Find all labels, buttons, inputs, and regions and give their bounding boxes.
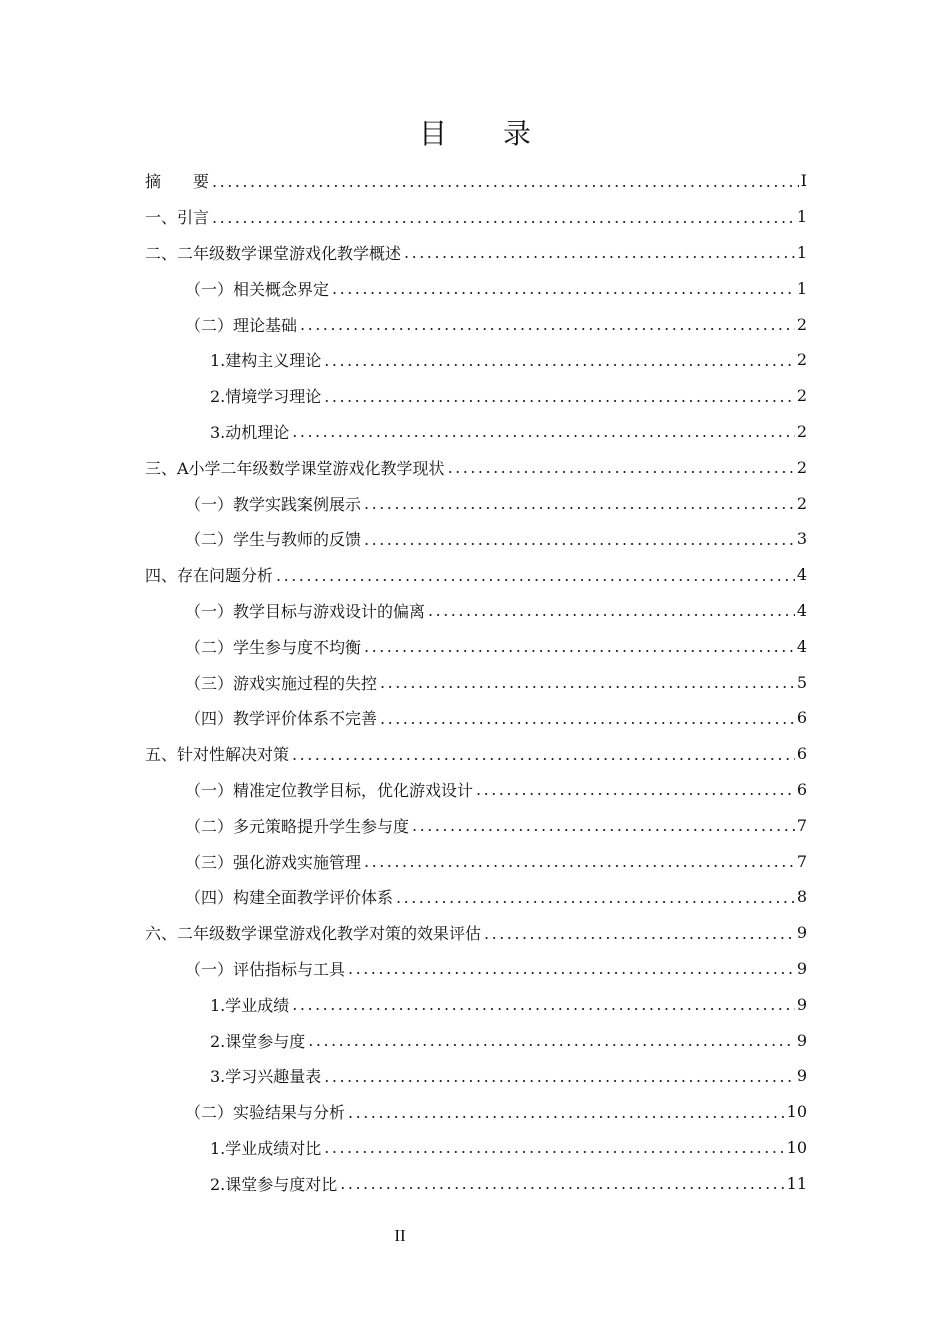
- toc-entry-label: （二）多元策略提升学生参与度: [185, 816, 410, 836]
- toc-entry[interactable]: [145, 342, 807, 378]
- toc-entry[interactable]: [145, 628, 807, 664]
- dot-leader: [332, 281, 795, 297]
- toc-entry-label: 五、针对性解决对策: [145, 745, 290, 765]
- toc-entry[interactable]: [145, 879, 807, 915]
- toc-entry-page-number: 1: [796, 278, 807, 298]
- toc-entry[interactable]: [145, 664, 807, 700]
- toc-entry-label: （一）教学实践案例展示: [185, 494, 362, 514]
- dot-leader: [212, 210, 795, 226]
- toc-title: 目 录: [418, 117, 531, 150]
- toc-entry[interactable]: [145, 270, 807, 306]
- toc-entry-label: 3.动机理论: [210, 422, 290, 442]
- dot-leader: [364, 496, 795, 512]
- toc-entry[interactable]: [145, 557, 807, 593]
- toc-entry-label: （三）游戏实施过程的失控: [185, 673, 378, 693]
- toc-entry-label: 二、二年级数学课堂游戏化教学概述: [145, 243, 402, 263]
- toc-entry-page-number: 4: [796, 600, 807, 620]
- toc-entry[interactable]: [145, 807, 807, 843]
- toc-entry[interactable]: [145, 1058, 807, 1094]
- toc-entry[interactable]: [145, 986, 807, 1022]
- dot-leader: [300, 317, 795, 333]
- toc-entry-page-number: 2: [796, 493, 807, 513]
- toc-entry[interactable]: [145, 843, 807, 879]
- dot-leader: [364, 854, 795, 870]
- toc-entry-page-number: 2: [796, 314, 807, 334]
- toc-entry-page-number: 5: [796, 672, 807, 692]
- dot-leader: [396, 890, 795, 906]
- toc-entry-page-number: 1: [796, 242, 807, 262]
- toc-entry-page-number: 7: [796, 851, 807, 871]
- toc-entry-page-number: 9: [796, 923, 807, 943]
- toc-entry[interactable]: [145, 951, 807, 987]
- table-of-contents: [145, 163, 807, 1201]
- toc-entry-label: 2.课堂参与度: [210, 1031, 306, 1051]
- dot-leader: [348, 961, 795, 977]
- toc-entry-page-number: 8: [796, 887, 807, 907]
- dot-leader: [324, 389, 795, 405]
- toc-entry-page-number: I: [800, 171, 807, 191]
- toc-entry-label: 2.课堂参与度对比: [210, 1174, 338, 1194]
- toc-entry[interactable]: [145, 378, 807, 414]
- dot-leader: [324, 353, 795, 369]
- dot-leader: [324, 1069, 795, 1085]
- toc-entry-page-number: 2: [796, 386, 807, 406]
- toc-entry[interactable]: [145, 163, 807, 199]
- dot-leader: [348, 1105, 785, 1121]
- toc-entry[interactable]: [145, 1165, 807, 1201]
- dot-leader: [292, 424, 795, 440]
- toc-entry[interactable]: [145, 1094, 807, 1130]
- toc-entry-label: 1.建构主义理论: [210, 351, 322, 371]
- toc-entry-label: 3.学习兴趣量表: [210, 1067, 322, 1087]
- toc-entry-label: 一、引言: [145, 208, 210, 228]
- dot-leader: [276, 568, 795, 584]
- dot-leader: [476, 782, 795, 798]
- toc-entry-page-number: 10: [786, 1102, 807, 1122]
- toc-entry-label: （一）相关概念界定: [185, 279, 330, 299]
- toc-entry-page-number: 2: [796, 421, 807, 441]
- toc-entry-label: （二）实验结果与分析: [185, 1103, 346, 1123]
- dot-leader: [404, 245, 795, 261]
- dot-leader: [292, 997, 795, 1013]
- toc-entry-label: 2.情境学习理论: [210, 387, 322, 407]
- toc-entry-label: （二）学生参与度不均衡: [185, 637, 362, 657]
- toc-entry[interactable]: [145, 736, 807, 772]
- dot-leader: [380, 675, 795, 691]
- toc-entry[interactable]: [145, 414, 807, 450]
- dot-leader: [484, 926, 795, 942]
- toc-entry-page-number: 1: [796, 207, 807, 227]
- toc-entry-label: （二）学生与教师的反馈: [185, 530, 362, 550]
- toc-entry[interactable]: [145, 915, 807, 951]
- dot-leader: [340, 1176, 784, 1192]
- toc-entry-page-number: 11: [786, 1173, 807, 1193]
- toc-entry[interactable]: [145, 772, 807, 808]
- toc-entry[interactable]: [145, 700, 807, 736]
- toc-entry-page-number: 9: [796, 958, 807, 978]
- toc-entry-label: 摘 要: [145, 172, 210, 192]
- page-footer-number: II: [394, 1226, 406, 1245]
- dot-leader: [212, 174, 799, 190]
- toc-entry-label: 四、存在问题分析: [145, 566, 274, 586]
- toc-entry-page-number: 4: [796, 565, 807, 585]
- toc-entry[interactable]: [145, 449, 807, 485]
- dot-leader: [380, 711, 795, 727]
- toc-entry-label: （一）评估指标与工具: [185, 959, 346, 979]
- toc-entry-label: 1.学业成绩: [210, 995, 290, 1015]
- toc-entry-page-number: 4: [796, 636, 807, 656]
- toc-entry-page-number: 9: [796, 1030, 807, 1050]
- toc-entry[interactable]: [145, 1022, 807, 1058]
- dot-leader: [428, 603, 795, 619]
- toc-entry[interactable]: [145, 485, 807, 521]
- toc-entry[interactable]: [145, 1130, 807, 1166]
- dot-leader: [308, 1033, 795, 1049]
- dot-leader: [448, 460, 795, 476]
- toc-entry-page-number: 2: [796, 350, 807, 370]
- toc-entry-page-number: 9: [796, 1066, 807, 1086]
- toc-entry-label: （三）强化游戏实施管理: [185, 852, 362, 872]
- dot-leader: [412, 818, 795, 834]
- toc-entry-page-number: 7: [796, 815, 807, 835]
- toc-entry-label: （二）理论基础: [185, 315, 298, 335]
- dot-leader: [292, 747, 795, 763]
- toc-entry-label: 六、二年级数学课堂游戏化教学对策的效果评估: [145, 924, 482, 944]
- toc-entry-page-number: 3: [796, 529, 807, 549]
- toc-entry[interactable]: [145, 593, 807, 629]
- toc-entry-label: （四）构建全面教学评价体系: [185, 888, 394, 908]
- toc-entry[interactable]: [145, 521, 807, 557]
- toc-entry-label: （一）精准定位教学目标，优化游戏设计: [185, 780, 474, 800]
- toc-entry-page-number: 2: [796, 457, 807, 477]
- toc-entry-page-number: 9: [796, 994, 807, 1014]
- toc-entry-page-number: 6: [796, 744, 807, 764]
- dot-leader: [364, 639, 795, 655]
- toc-entry-page-number: 6: [796, 779, 807, 799]
- dot-leader: [324, 1140, 784, 1156]
- toc-entry[interactable]: [145, 306, 807, 342]
- toc-entry-label: （一）教学目标与游戏设计的偏离: [185, 601, 426, 621]
- toc-entry-page-number: 6: [796, 708, 807, 728]
- toc-entry-label: 三、A小学二年级数学课堂游戏化教学现状: [145, 458, 445, 478]
- toc-entry-label: （四）教学评价体系不完善: [185, 709, 378, 729]
- dot-leader: [364, 532, 795, 548]
- toc-entry[interactable]: [145, 199, 807, 235]
- toc-entry-label: 1.学业成绩对比: [210, 1138, 322, 1158]
- toc-entry-page-number: 10: [786, 1137, 807, 1157]
- toc-entry[interactable]: [145, 235, 807, 271]
